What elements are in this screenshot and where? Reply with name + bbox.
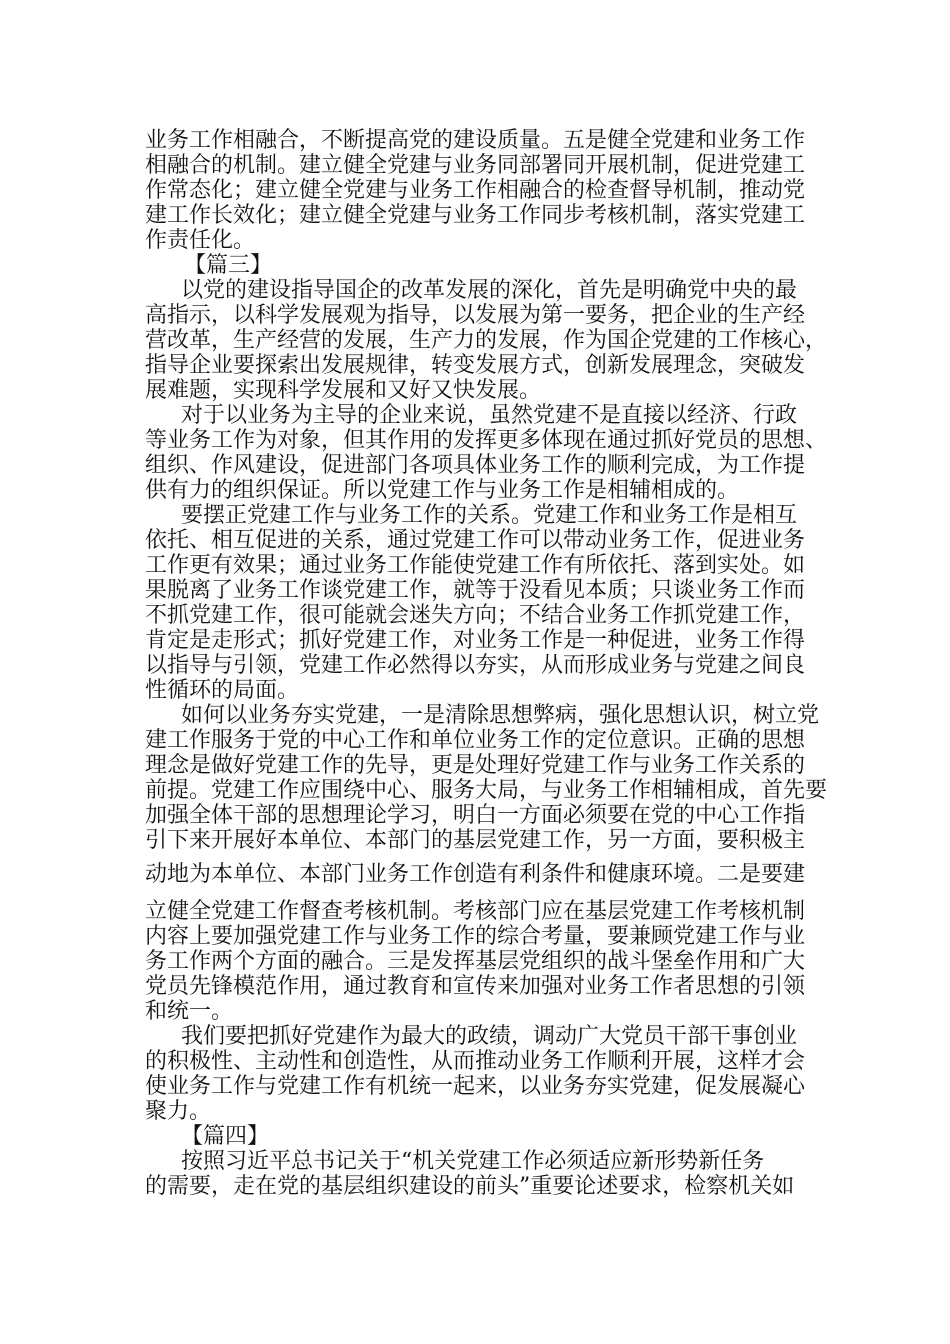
text-line: 以指导与引领，党建工作必然得以夯实，从而形成业务与党建之间良 — [145, 653, 806, 678]
text-line: 营改革，生产经营的发展，生产力的发展，作为国企党建的工作核心， — [145, 328, 828, 353]
text-line: 动地为本单位、本部门业务工作创造有利条件和健康环境。二是要建 — [145, 862, 806, 887]
text-line: 建工作服务于党的中心工作和单位业务工作的定位意识。正确的思想 — [145, 728, 806, 753]
text-line: 以党的建设指导国企的改革发展的深化，首先是明确党中央的最 — [181, 278, 798, 303]
text-line: 我们要把抓好党建作为最大的政绩，调动广大党员干部干事创业 — [181, 1024, 798, 1049]
text-line: 的积极性、主动性和创造性，从而推动业务工作顺利开展，这样才会 — [145, 1049, 806, 1074]
text-line: 等业务工作为对象，但其作用的发挥更多体现在通过抓好党员的思想、 — [145, 428, 828, 453]
text-line: 聚力。 — [145, 1099, 212, 1124]
text-line: 组织、作风建设，促进部门各项具体业务工作的顺利完成，为工作提 — [145, 453, 806, 478]
text-line: 业务工作相融合，不断提高党的建设质量。五是健全党建和业务工作 — [145, 128, 806, 153]
text-line: 依托、相互促进的关系，通过党建工作可以带动业务工作，促进业务 — [145, 528, 806, 553]
text-line: 理念是做好党建工作的先导，更是处理好党建工作与业务工作关系的 — [145, 753, 806, 778]
text-line: 前提。党建工作应围绕中心、服务大局，与业务工作相辅相成，首先要 — [145, 778, 828, 803]
text-line: 的需要，走在党的基层组织建设的前头”重要论述要求，检察机关如 — [145, 1174, 795, 1199]
text-line: 党员先锋模范作用，通过教育和宣传来加强对业务工作者思想的引领 — [145, 974, 806, 999]
text-line: 如何以业务夯实党建，一是清除思想弊病，强化思想认识，树立党 — [181, 703, 820, 728]
text-line: 内容上要加强党建工作与业务工作的综合考量，要兼顾党建工作与业 — [145, 924, 806, 949]
text-line: 对于以业务为主导的企业来说，虽然党建不是直接以经济、行政 — [181, 403, 798, 428]
text-line: 建工作长效化；建立健全党建与业务工作同步考核机制，落实党建工 — [145, 203, 806, 228]
text-line: 作责任化。 — [145, 228, 256, 253]
text-line: 果脱离了业务工作谈党建工作，就等于没看见本质；只谈业务工作而 — [145, 578, 806, 603]
section-heading: 【篇三】 — [184, 253, 273, 278]
text-line: 展难题，实现科学发展和又好又快发展。 — [145, 378, 542, 403]
text-line: 使业务工作与党建工作有机统一起来，以业务夯实党建，促发展凝心 — [145, 1074, 806, 1099]
text-line: 供有力的组织保证。所以党建工作与业务工作是相辅相成的。 — [145, 478, 740, 503]
text-line: 引下来开展好本单位、本部门的基层党建工作，另一方面，要积极主 — [145, 828, 806, 853]
section-heading: 【篇四】 — [181, 1124, 270, 1149]
text-line: 立健全党建工作督查考核机制。考核部门应在基层党建工作考核机制 — [145, 899, 806, 924]
text-line: 和统一。 — [145, 999, 234, 1024]
text-line: 加强全体干部的思想理论学习，明白一方面必须要在党的中心工作指 — [145, 803, 806, 828]
text-line: 作常态化；建立健全党建与业务工作相融合的检查督导机制，推动党 — [145, 178, 806, 203]
text-line: 务工作两个方面的融合。三是发挥基层党组织的战斗堡垒作用和广大 — [145, 949, 806, 974]
text-line: 按照习近平总书记关于“机关党建工作必须适应新形势新任务 — [181, 1149, 765, 1174]
text-line: 性循环的局面。 — [145, 678, 300, 703]
text-line: 高指示，以科学发展观为指导，以发展为第一要务，把企业的生产经 — [145, 303, 806, 328]
text-line: 相融合的机制。建立健全党建与业务同部署同开展机制，促进党建工 — [145, 153, 806, 178]
text-line: 肯定是走形式；抓好党建工作，对业务工作是一种促进，业务工作得 — [145, 628, 806, 653]
text-line: 不抓党建工作，很可能就会迷失方向；不结合业务工作抓党建工作， — [145, 603, 806, 628]
text-line: 指导企业要探索出发展规律，转变发展方式，创新发展理念，突破发 — [145, 353, 806, 378]
text-line: 要摆正党建工作与业务工作的关系。党建工作和业务工作是相互 — [181, 503, 798, 528]
text-line: 工作更有效果；通过业务工作能使党建工作有所依托、落到实处。如 — [145, 553, 806, 578]
